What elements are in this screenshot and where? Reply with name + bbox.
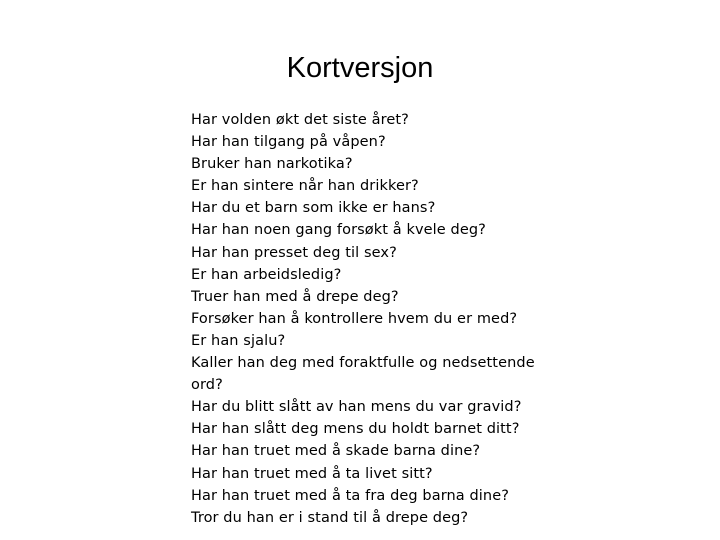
question-line: Er han sjalu? [191, 332, 286, 349]
question-line: Truer han med å drepe deg? [191, 288, 399, 305]
question-line: Er han arbeidsledig? [191, 266, 342, 283]
question-line: Har volden økt det siste året? [191, 112, 409, 128]
question-line: Har han noen gang forsøkt å kvele deg? [191, 222, 486, 239]
question-line: Forsøker han å kontrollere hvem du er med? [191, 310, 518, 327]
question-line: Har han truet med å skade barna dine? [191, 443, 481, 460]
question-line: Tror du han er i stand til å drepe deg? [191, 509, 469, 526]
question-line: Har han truet med å ta livet sitt? [191, 465, 433, 482]
question-line: Har han truet med å ta fra deg barna dine? [191, 487, 510, 504]
question-line: Har han tilgang på våpen? [191, 134, 386, 151]
slide-title: Kortversjon [286, 52, 434, 84]
question-line: Har du et barn som ikke er hans? [191, 200, 436, 217]
question-list [191, 109, 571, 529]
question-line: Bruker han narkotika? [191, 156, 353, 173]
question-line: Kaller han deg med foraktfulle og nedsettende [191, 355, 535, 372]
question-line: Er han sintere når han drikker? [191, 178, 419, 195]
question-line: ord? [191, 377, 223, 394]
question-line: Har du blitt slått av han mens du var gravid? [191, 399, 522, 416]
question-line: Har han presset deg til sex? [191, 244, 397, 261]
question-line: Har han slått deg mens du holdt barnet ditt? [191, 421, 520, 438]
